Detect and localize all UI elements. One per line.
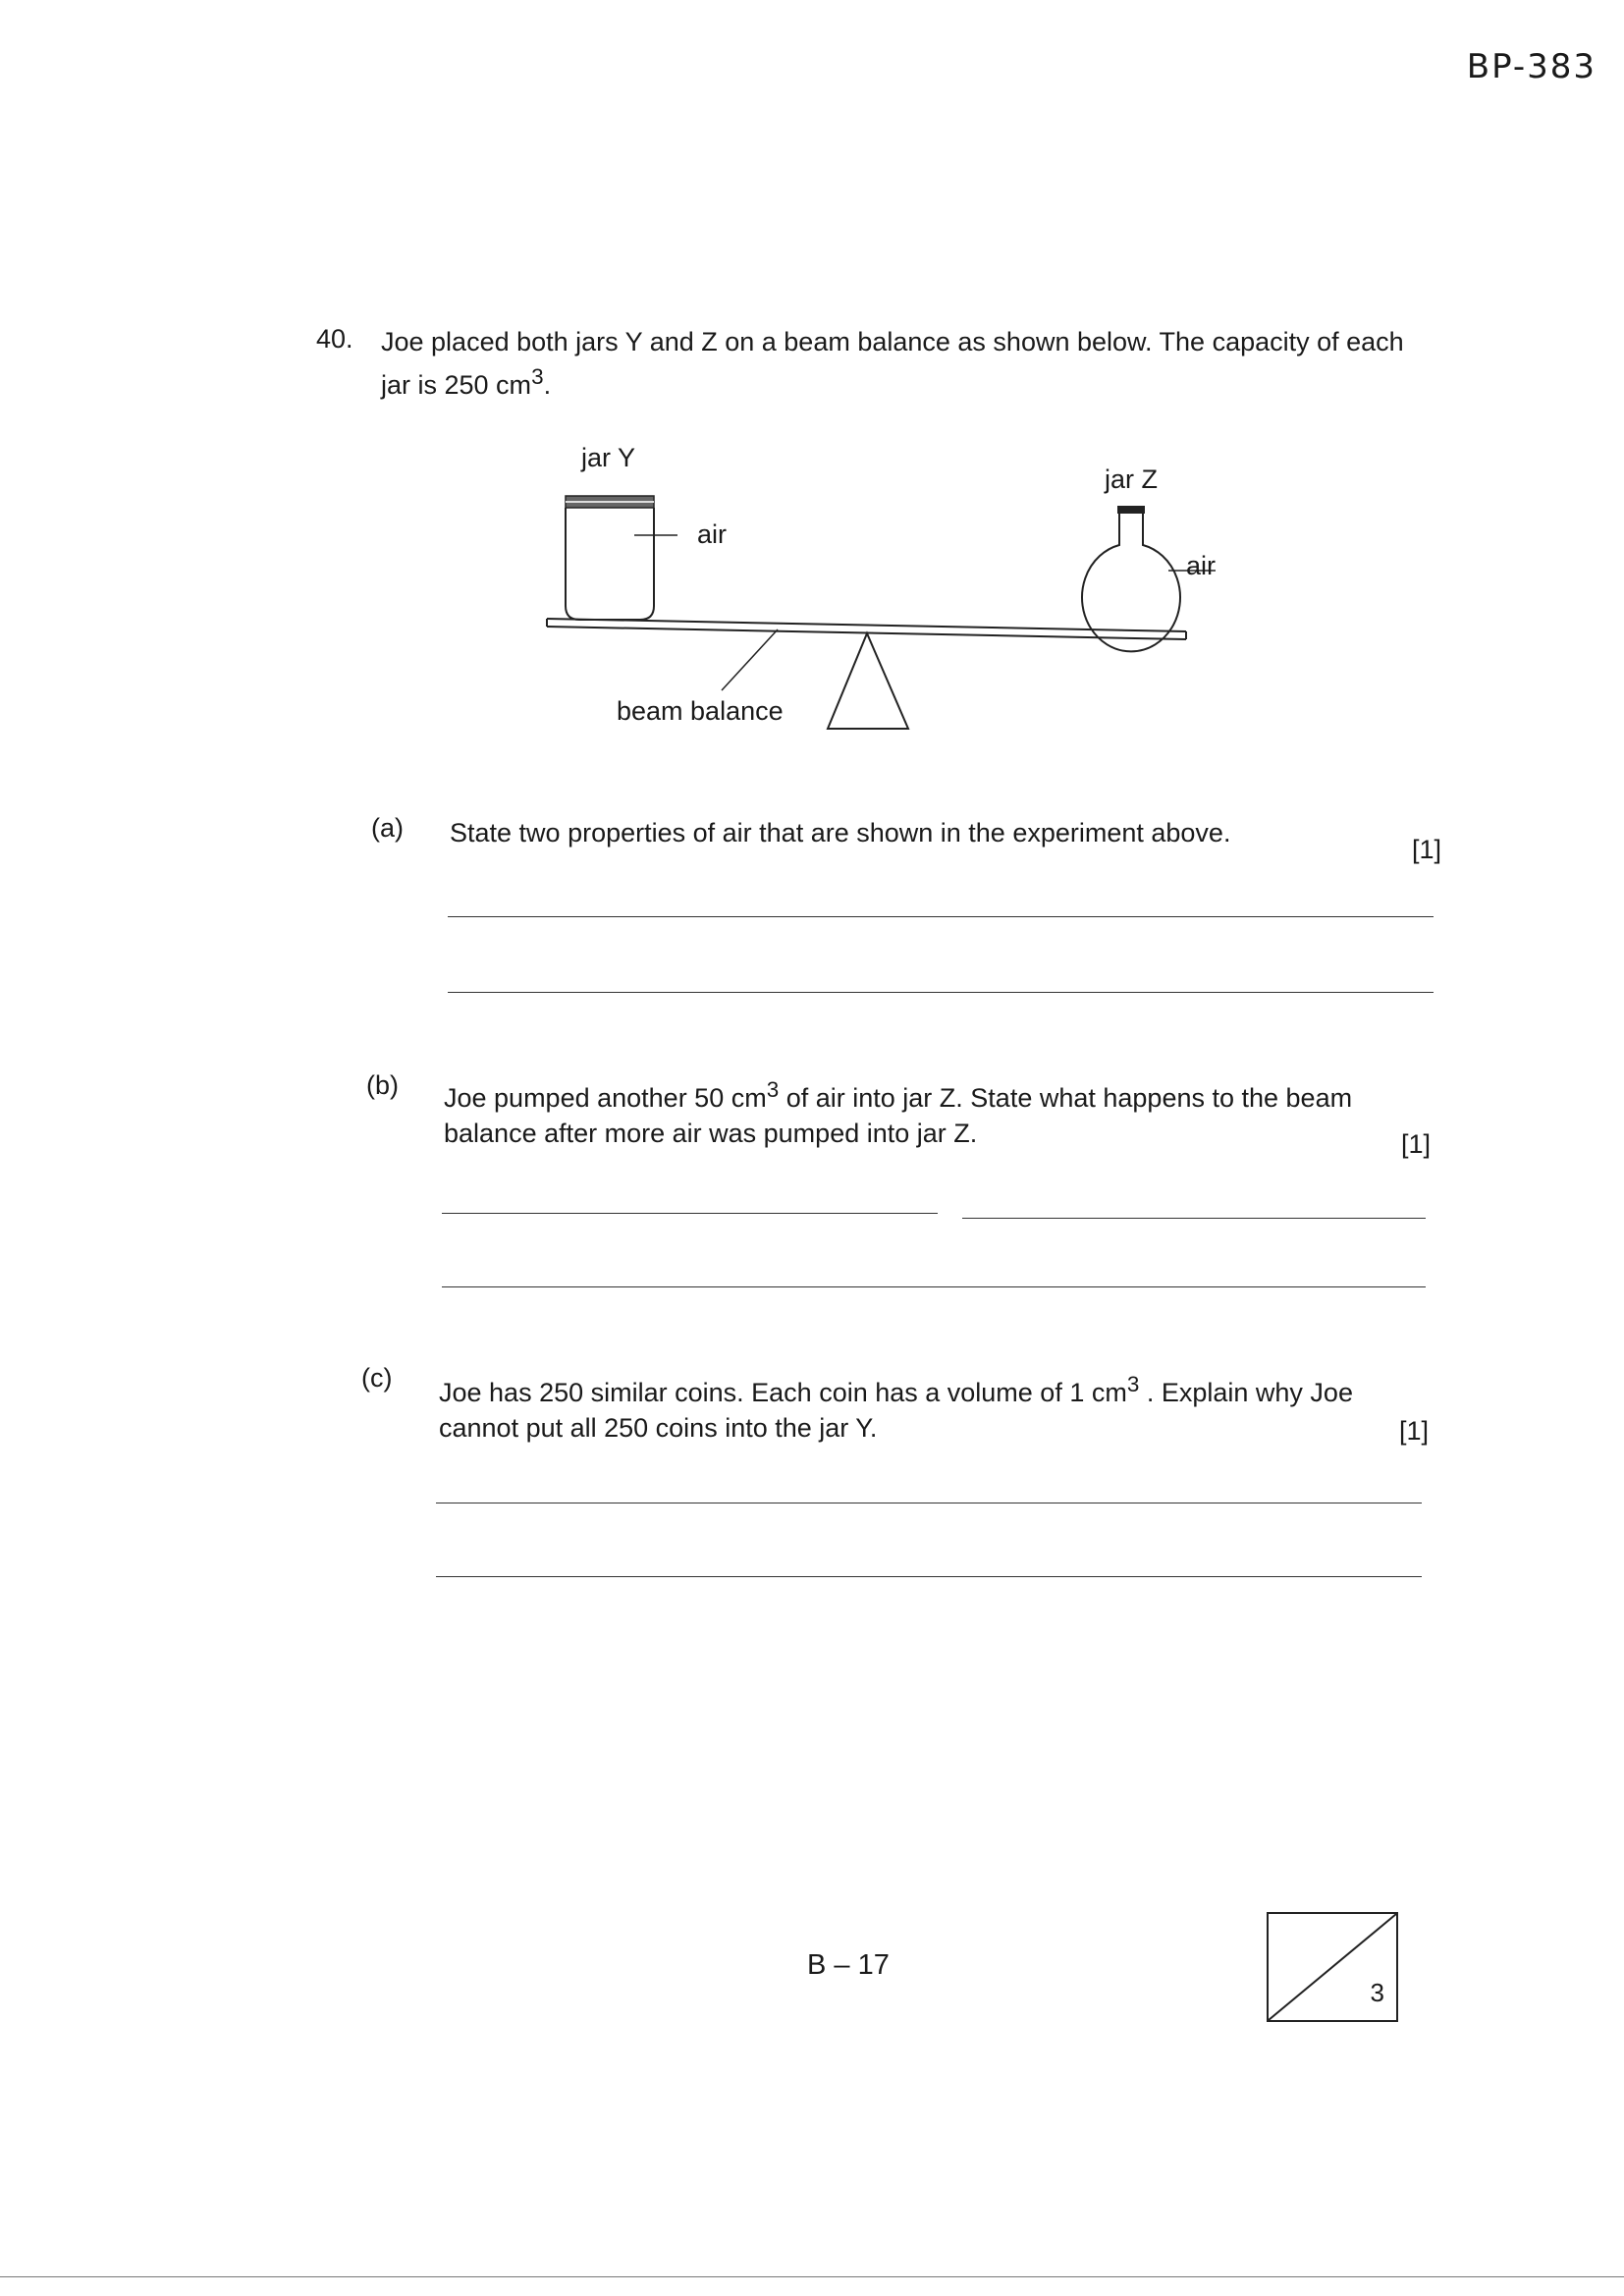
question-text-end: . — [543, 370, 552, 400]
fulcrum — [828, 633, 908, 729]
question-text — [381, 324, 1432, 403]
question-text-sup: 3 — [531, 364, 544, 389]
answer-line-b2[interactable] — [442, 1286, 1426, 1287]
part-c-text-main: Joe has 250 similar coins. Each coin has a volume of 1 cm — [439, 1378, 1127, 1407]
scan-edge-line — [0, 2276, 1624, 2277]
part-c-marks: [1] — [1399, 1416, 1430, 1446]
answer-line-c2[interactable] — [436, 1576, 1422, 1577]
part-c-label: (c) — [361, 1363, 393, 1393]
air-label-z: air — [1185, 551, 1216, 580]
question-text-main: Joe placed both jars Y and Z on a beam balance as shown below. The capacity of each jar is 250 cm — [381, 327, 1404, 400]
part-c-text — [439, 1367, 1372, 1446]
part-b-text-sup: 3 — [766, 1077, 780, 1102]
air-label-y: air — [697, 519, 728, 549]
page-number: B – 17 — [807, 1949, 890, 1981]
answer-line-b1-left[interactable] — [442, 1213, 938, 1214]
jar-y-label: jar Y — [581, 443, 636, 472]
part-a-label: (a) — [371, 813, 404, 843]
part-c-text-sup: 3 — [1126, 1372, 1140, 1396]
part-c-text-end: . Explain why Joe cannot put all 250 coins into the jar Y. — [439, 1378, 1353, 1443]
beam-balance-diagram — [530, 437, 1218, 741]
score-box — [1267, 1912, 1398, 2022]
part-a-marks: [1] — [1412, 835, 1442, 864]
paper-code: BP-383 — [1466, 47, 1597, 86]
balance-pointer-line — [722, 629, 778, 690]
part-b-text — [444, 1072, 1386, 1151]
part-b-label: (b) — [366, 1070, 399, 1100]
score-value: 3 — [1370, 1978, 1384, 2007]
answer-line-a1[interactable] — [448, 916, 1434, 917]
question-number: 40. — [316, 324, 353, 354]
beam-balance-label: beam balance — [617, 696, 784, 726]
part-b-text-main: Joe pumped another 50 cm — [444, 1083, 767, 1113]
part-a-text: State two properties of air that are shown in the experiment above. — [450, 818, 1231, 847]
part-b-text-end: of air into jar Z. State what happens to the beam balance after more air was pumped into jar Z. — [444, 1083, 1353, 1148]
answer-line-b1-right[interactable] — [962, 1218, 1426, 1219]
jar-y — [566, 496, 677, 620]
part-b-marks: [1] — [1401, 1129, 1432, 1159]
jar-z-label: jar Z — [1105, 465, 1158, 494]
answer-line-a2[interactable] — [448, 992, 1434, 993]
